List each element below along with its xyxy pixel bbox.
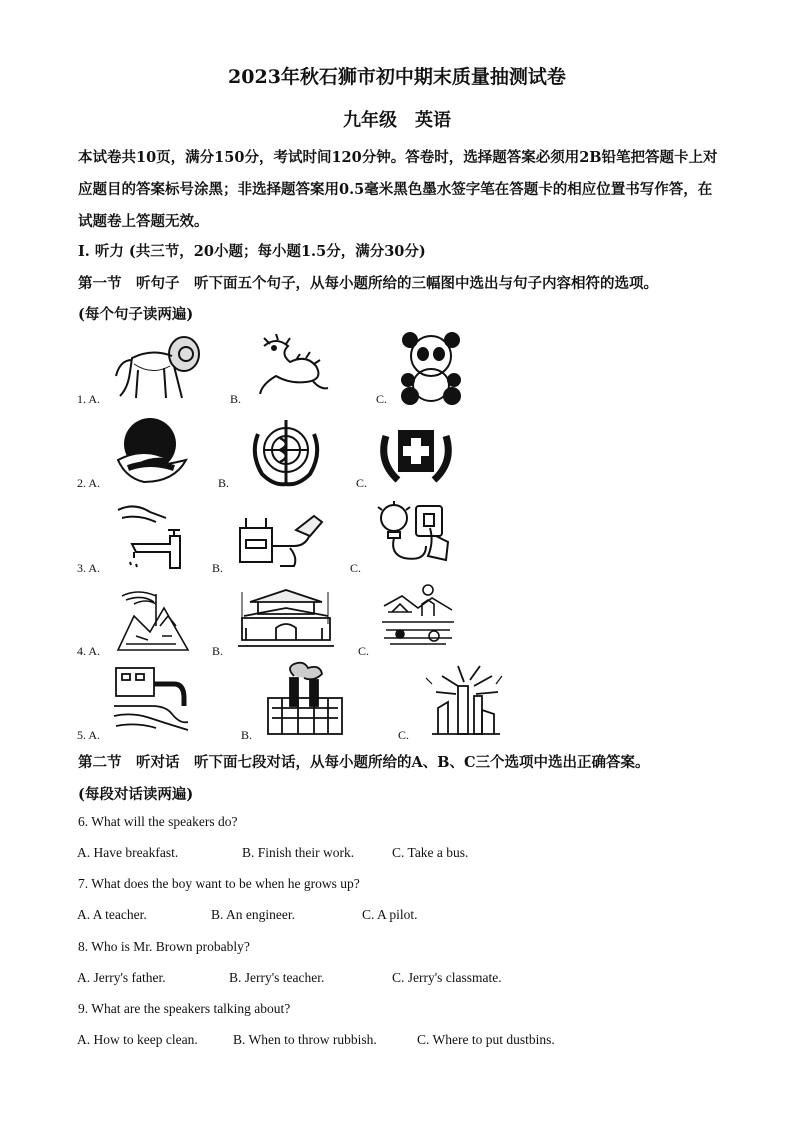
q8-option-a: A. Jerry's father. — [77, 970, 166, 985]
q8-option-b: B. Jerry's teacher. — [229, 970, 325, 985]
q9-option-c: C. Where to put dustbins. — [417, 1032, 555, 1047]
q3-option-b-label: B. — [212, 561, 224, 575]
lion-icon — [112, 330, 204, 402]
part1-note: (每个句子读两遍) — [78, 306, 194, 323]
q9-option-b: B. When to throw rubbish. — [233, 1032, 377, 1047]
running-tap-icon — [114, 500, 190, 570]
q2-option-a-label: 2. A. — [77, 476, 101, 490]
q3-option-c-label: C. — [350, 561, 362, 575]
panda-icon — [398, 330, 464, 406]
q1-option-b-label: B. — [230, 392, 242, 406]
q1-option-c-label: C. — [376, 392, 388, 406]
section-heading: Ⅰ. 听力 (共三节，20小题；每小题1.5分，满分30分) — [78, 243, 426, 260]
tiananmen-icon — [236, 584, 336, 652]
question-6: 6. What will the speakers do? — [78, 814, 238, 829]
q5-option-a-label: 5. A. — [77, 728, 101, 742]
dragon-icon — [250, 332, 330, 398]
electric-meter-icon — [236, 506, 328, 572]
q6-option-c: C. Take a bus. — [392, 845, 469, 860]
question-9: 9. What are the speakers talking about? — [78, 1001, 291, 1016]
q4-option-a-label: 4. A. — [77, 644, 101, 658]
who-logo-icon — [246, 414, 326, 490]
q7-option-b: B. An engineer. — [211, 907, 295, 922]
pine-mountain-icon — [116, 586, 190, 652]
q6-option-a: A. Have breakfast. — [77, 845, 179, 860]
q7-option-c: C. A pilot. — [362, 907, 418, 922]
q8-option-c: C. Jerry's classmate. — [392, 970, 502, 985]
q4-option-b-label: B. — [212, 644, 224, 658]
q9-option-a: A. How to keep clean. — [77, 1032, 198, 1047]
page-title: 2023年秋石狮市初中期末质量抽测试卷 — [228, 66, 566, 88]
glowing-factory-icon — [418, 662, 510, 738]
part2-note: (每段对话读两遍) — [78, 786, 194, 803]
q2-option-c-label: C. — [356, 476, 368, 490]
q3-option-a-label: 3. A. — [77, 561, 101, 575]
red-cross-logo-icon — [376, 418, 456, 488]
q5-option-b-label: B. — [241, 728, 253, 742]
exam-instructions: 本试卷共10页，满分150分，考试时间120分钟。答卷时，选择题答案必须用2B铅笔把答题卡上对应题目的答案标号涂黑；非选择题答案用0.5毫米黑色墨水签字笔在答题卡的相应位置书写作答，在试题卷上答题无效。 — [78, 149, 718, 230]
q4-option-c-label: C. — [358, 644, 370, 658]
part2-heading: 第二节 听对话 听下面七段对话，从每小题所给的A、B、C三个选项中选出正确答案。 — [78, 754, 650, 771]
q5-option-c-label: C. — [398, 728, 410, 742]
smoking-factory-icon — [264, 660, 346, 738]
question-7: 7. What does the boy want to be when he grows up? — [78, 876, 360, 891]
moon-wave-logo-icon — [114, 416, 190, 486]
question-8: 8. Who is Mr. Brown probably? — [78, 939, 250, 954]
temple-lake-icon — [382, 582, 454, 652]
polluting-pipe-icon — [112, 664, 190, 736]
q2-option-b-label: B. — [218, 476, 230, 490]
q6-option-b: B. Finish their work. — [242, 845, 355, 860]
part1-heading: 第一节 听句子 听下面五个句子，从每小题所给的三幅图中选出与句子内容相符的选项。 — [78, 275, 658, 292]
page-subtitle: 九年级 英语 — [343, 110, 451, 131]
light-switch-icon — [376, 498, 456, 570]
q1-option-a-label: 1. A. — [77, 392, 101, 406]
q7-option-a: A. A teacher. — [77, 907, 147, 922]
